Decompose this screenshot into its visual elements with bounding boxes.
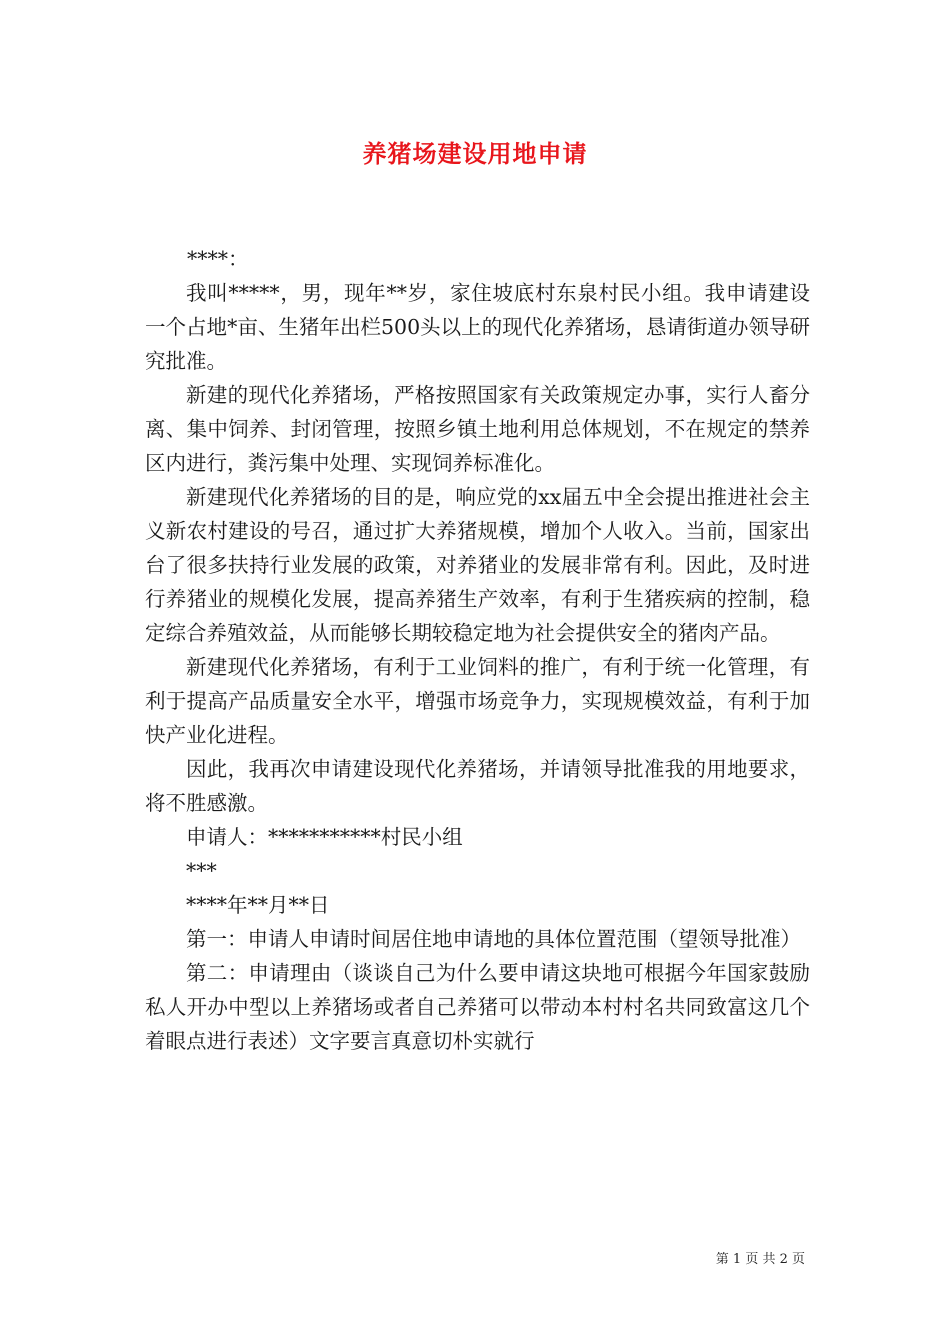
page-number: 第 1 页 共 2 页 xyxy=(715,1252,805,1267)
signature-name: *** xyxy=(186,859,217,883)
note-item: 第一：申请人申请时间居住地申请地的具体位置范围（望领导批准） xyxy=(186,927,801,951)
signature-date: ****年**月**日 xyxy=(186,893,330,917)
paragraph: 因此，我再次申请建设现代化养猪场，并请领导批准我的用地要求，将不胜感激。 xyxy=(145,757,810,815)
paragraph: 我叫*****，男，现年**岁，家住坡底村东泉村民小组。我申请建设一个占地*亩、生猪年出栏500头以上的现代化养猪场，恳请街道办领导研究批准。 xyxy=(145,281,810,373)
document-title: 养猪场建设用地申请 xyxy=(362,139,588,168)
paragraph: 新建的现代化养猪场，严格按照国家有关政策规定办事，实行人畜分离、集中饲养、封闭管理，按照乡镇土地利用总体规划，不在规定的禁养区内进行，粪污集中处理、实现饲养标准化。 xyxy=(145,383,810,475)
paragraph: 新建现代化养猪场，有利于工业饲料的推广，有利于统一化管理，有利于提高产品质量安全水平，增强市场竞争力，实现规模效益，有利于加快产业化进程。 xyxy=(145,655,810,747)
salutation: ****： xyxy=(187,247,249,271)
signature-applicant: 申请人：***********村民小组 xyxy=(186,825,463,849)
paragraph: 新建现代化养猪场的目的是，响应党的xx届五中全会提出推进社会主义新农村建设的号召，通过扩大养猪规模，增加个人收入。当前，国家出台了很多扶持行业发展的政策，对养猪业的发展非常有利。因此，及时进行养猪业的规模化发展，提高养猪生产效率，有利于生猪疾病的控制，稳定综合养殖效益，从而能够长期较稳定地为社会提供安全的猪肉产品。 xyxy=(145,485,810,645)
note-item: 第二：申请理由（谈谈自己为什么要申请这块地可根据今年国家鼓励私人开办中型以上养猪场或者自己养猪可以带动本村村名共同致富这几个着眼点进行表述）文字要言真意切朴实就行 xyxy=(145,961,810,1053)
document-body xyxy=(145,242,810,1058)
